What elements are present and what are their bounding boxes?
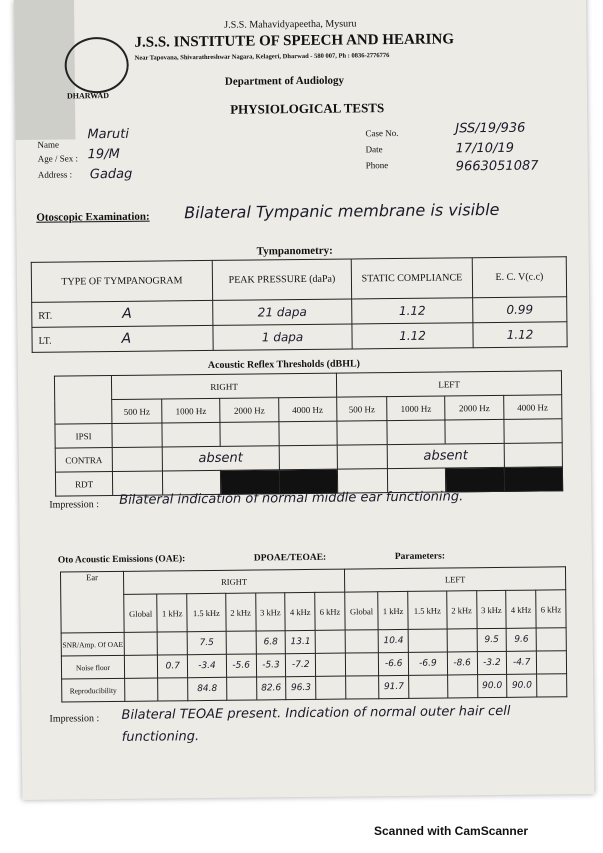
row-type: A: [121, 330, 132, 347]
ear-header: Ear: [60, 571, 124, 633]
oae-cell: [537, 674, 567, 697]
row-label: CONTRA: [55, 447, 112, 472]
col-header: Global: [124, 594, 158, 632]
col-header: 2 kHz: [446, 591, 476, 629]
oae-cell: [158, 678, 188, 701]
row-pressure: 1 dapa: [213, 324, 352, 350]
oae-cell: [316, 653, 346, 676]
oae-cell: 96.3: [286, 676, 316, 699]
col-compliance: STATIC COMPLIANCE: [351, 258, 472, 299]
oae-cell: -3.2: [477, 651, 507, 674]
oae-cell: 84.8: [188, 677, 227, 700]
reflex-heading: Acoustic Reflex Thresholds (dBHL): [207, 358, 361, 371]
city-label: DHARWAD: [66, 91, 110, 101]
agesex-label: Age / Sex :: [37, 153, 78, 164]
freq-header: 4000 Hz: [503, 395, 562, 420]
oae-cell: [536, 651, 566, 674]
oae-cell: [447, 629, 477, 652]
department: Department of Audiology: [224, 74, 345, 88]
oae-cell: 9.6: [506, 628, 536, 651]
freq-header: 4000 Hz: [278, 397, 337, 422]
col-header: 6 kHz: [536, 590, 566, 628]
reflex-table: [54, 370, 563, 496]
oae-cell: -5.6: [226, 654, 256, 677]
oae-params-label: Parameters:: [394, 551, 446, 563]
oae-cell: 9.5: [477, 628, 507, 651]
oae-cell: 90.0: [477, 674, 507, 697]
col-ecv: E. C. V(c.c): [472, 257, 566, 298]
oae-cell: [226, 631, 256, 654]
org-name: J.S.S. INSTITUTE OF SPEECH AND HEARING: [134, 31, 455, 51]
row-ear: RT.: [38, 310, 53, 322]
oae-label: Oto Acoustic Emissions (OAE):: [57, 554, 186, 566]
impression1-value: Bilateral indication of normal middle ear functioning.: [119, 489, 464, 508]
row-label: IPSI: [55, 423, 112, 448]
col-pressure: PEAK PRESSURE (daPa): [212, 259, 351, 300]
row-compliance: 1.12: [352, 298, 473, 324]
oae-cell: 90.0: [507, 674, 537, 697]
col-header: 4 kHz: [285, 592, 315, 630]
freq-header: 2000 Hz: [220, 398, 279, 423]
col-header: 6 kHz: [315, 592, 345, 630]
date-value: 17/10/19: [455, 140, 515, 157]
freq-header: 2000 Hz: [445, 395, 504, 420]
impression2-value: Bilateral TEOAE present. Indication of normal outer hair cell functioning.: [121, 703, 511, 745]
oae-cell: [125, 678, 159, 701]
oae-cell: [409, 675, 448, 698]
org-parent: J.S.S. Mahavidyapeetha, Mysuru: [224, 18, 357, 31]
org-address: Near Tapovana, Shivarathreshwar Nagara, Kelageri, Dharwad - 580 007, Ph : 0836-2776776: [134, 52, 390, 62]
oae-cell: -3.4: [188, 654, 227, 677]
address-value: Gadag: [89, 166, 133, 183]
reflex-right-note: absent: [162, 446, 279, 471]
oae-cell: 91.7: [379, 675, 409, 698]
otoscopic-value: Bilateral Tympanic membrane is visible: [184, 199, 500, 223]
oae-cell: [315, 630, 345, 653]
agesex-value: 19/M: [87, 146, 120, 163]
oae-cell: [226, 677, 256, 700]
oae-cell: -5.3: [256, 654, 286, 677]
oae-cell: 13.1: [285, 630, 315, 653]
row-label: RDT: [55, 471, 112, 496]
col-header: 3 kHz: [255, 593, 285, 631]
address-label: Address :: [37, 169, 73, 180]
col-header: 1 kHz: [378, 591, 408, 629]
row-label: Reproducibility: [62, 678, 125, 702]
oae-cell: [346, 676, 380, 699]
table-row: [62, 674, 567, 702]
oae-cell: -4.7: [507, 651, 537, 674]
oae-cell: 7.5: [187, 631, 226, 654]
table-row: [32, 322, 567, 353]
freq-header: 1000 Hz: [387, 396, 446, 421]
oae-cell: [345, 653, 379, 676]
page-title: PHYSIOLOGICAL TESTS: [230, 100, 385, 117]
impression1-label: Impression :: [49, 499, 100, 511]
oae-cell: [447, 675, 477, 698]
oae-left-label: LEFT: [344, 567, 565, 592]
row-label: Noise floor: [61, 655, 124, 679]
col-header: 2 kHz: [226, 593, 256, 631]
scanner-watermark: Scanned with CamScanner: [374, 824, 529, 838]
row-label: SNR/Amp. Of OAE: [61, 632, 124, 656]
oae-cell: [536, 628, 566, 651]
col-header: 3 kHz: [476, 590, 506, 628]
oae-cell: 10.4: [378, 629, 408, 652]
col-type: TYPE OF TYMPANOGRAM: [31, 260, 212, 302]
report-paper: [14, 0, 594, 800]
oae-cell: 0.7: [158, 655, 188, 678]
oae-table: [60, 566, 567, 702]
freq-header: 500 Hz: [112, 399, 162, 424]
otoscopic-label: Otoscopic Examination:: [36, 210, 150, 224]
date-label: Date: [365, 144, 383, 155]
phone-value: 9663051087: [455, 158, 539, 175]
institute-logo: [64, 37, 129, 94]
phone-label: Phone: [365, 160, 389, 171]
row-ecv: 0.99: [473, 297, 567, 323]
name-value: Maruti: [87, 126, 129, 143]
tympanometry-table: [31, 256, 568, 353]
oae-cell: 6.8: [256, 631, 286, 654]
col-header: 4 kHz: [506, 590, 536, 628]
col-header: 1.5 kHz: [187, 593, 226, 631]
oae-cell: -7.2: [286, 653, 316, 676]
col-header: Global: [345, 592, 379, 630]
freq-header: 500 Hz: [337, 397, 387, 422]
oae-right-label: RIGHT: [123, 569, 344, 594]
reflex-right-label: RIGHT: [111, 373, 336, 399]
freq-header: 1000 Hz: [162, 398, 221, 423]
row-ecv: 1.12: [473, 322, 567, 348]
oae-cell: -6.6: [379, 652, 409, 675]
row-pressure: 21 dapa: [213, 299, 352, 325]
name-label: Name: [37, 139, 60, 150]
row-ear: LT.: [38, 335, 52, 347]
oae-cell: [408, 629, 447, 652]
case-value: JSS/19/936: [455, 120, 526, 137]
col-header: 1 kHz: [157, 594, 187, 632]
reflex-left-note: absent: [387, 443, 504, 468]
oae-cell: [124, 655, 158, 678]
impression2-label: Impression :: [49, 713, 100, 725]
row-type: A: [122, 305, 132, 322]
tympanometry-heading: Tympanometry:: [256, 244, 333, 258]
oae-type: DPOAE/TEOAE:: [253, 552, 327, 564]
col-header: 1.5 kHz: [408, 591, 447, 629]
reflex-left-label: LEFT: [336, 371, 561, 397]
oae-cell: 82.6: [256, 677, 286, 700]
oae-cell: -8.6: [447, 652, 477, 675]
oae-cell: -6.9: [408, 652, 447, 675]
oae-cell: [124, 632, 158, 655]
oae-cell: [345, 630, 379, 653]
oae-cell: [158, 632, 188, 655]
oae-cell: [316, 676, 346, 699]
row-compliance: 1.12: [352, 323, 473, 349]
case-label: Case No.: [365, 127, 399, 139]
